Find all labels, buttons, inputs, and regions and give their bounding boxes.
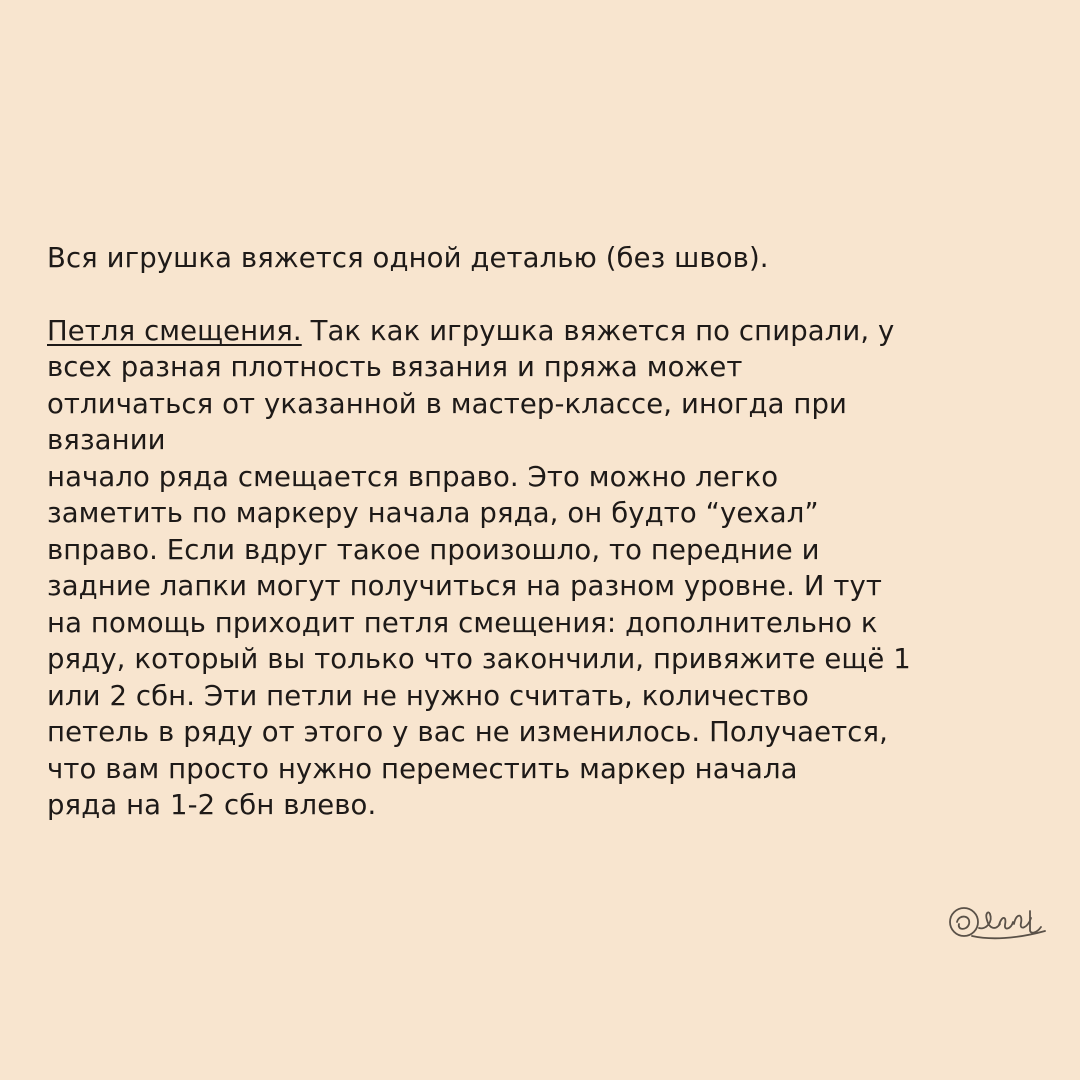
intro-sentence: Вся игрушка вяжется одной деталью (без швов). <box>47 242 769 274</box>
document-body <box>47 240 1052 824</box>
signature-logo <box>944 900 1048 944</box>
loop-shift-text: Так как игрушка вяжется по спирали, у всех разная плотность вязания и пряжа может отличаться от указанной в мастер-классе, иногда при вязании начало ряда смещается вправо. Это можно легко заметить по маркеру начала ряда, он будто “уехал” вправо. Если вдруг такое произошло, то передние и задние лапки могут получиться на разном уровне. И тут на помощь приходит петля смещения: дополнительно к ряду, который вы только что закончили, привяжите ещё 1 или 2 сбн. Эти петли не нужно считать, количество петель в ряду от этого у вас не изменилось. Получается, что вам просто нужно переместить маркер начала ряда на 1-2 сбн влево. <box>47 314 911 821</box>
loop-shift-term: Петля смещения. <box>47 314 302 347</box>
loop-shift-paragraph <box>47 313 1052 824</box>
